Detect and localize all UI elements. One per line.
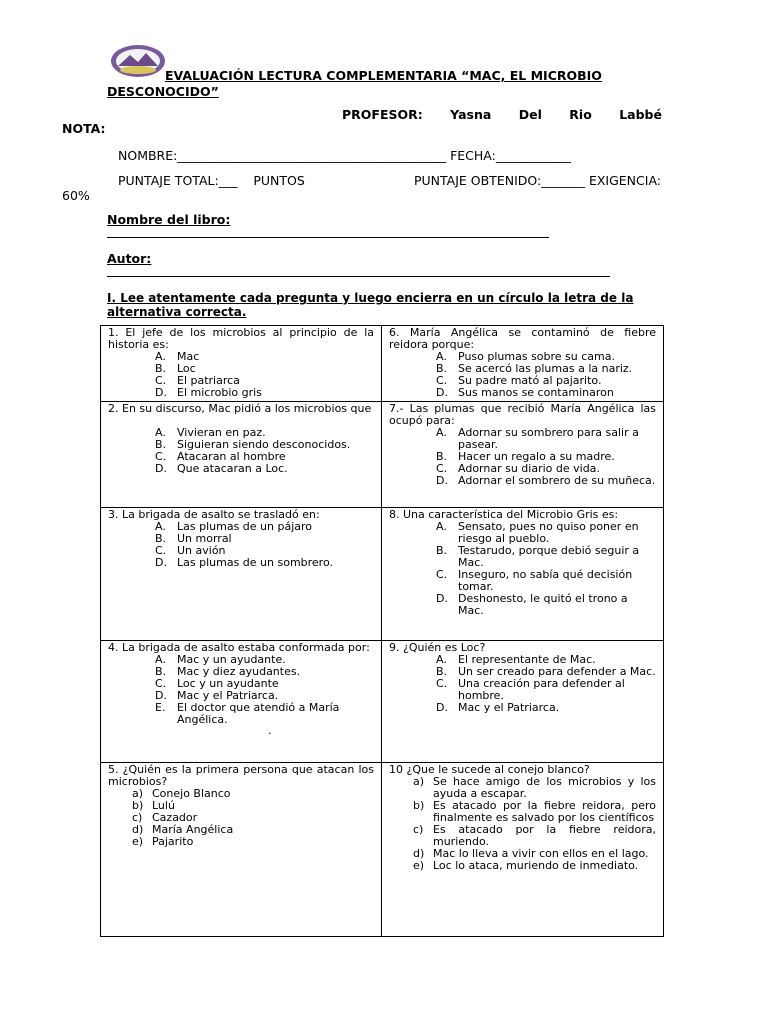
options-list: [389, 654, 656, 714]
option[interactable]: [108, 800, 374, 812]
question-text: 10 ¿Que le sucede al conejo blanco?: [389, 763, 590, 776]
option[interactable]: [108, 557, 374, 569]
option-letter: C.: [155, 544, 167, 557]
option-letter: B.: [155, 438, 167, 451]
option-text: Loc: [177, 362, 196, 375]
question-cell: [382, 508, 664, 641]
options-list: [389, 521, 656, 617]
option-text: Lulú: [152, 799, 175, 812]
options-list: [389, 427, 656, 487]
question-cell: [101, 641, 382, 763]
option-letter: E.: [155, 701, 166, 714]
option-text: El patriarca: [177, 374, 240, 387]
question-cell: [101, 508, 382, 641]
option-letter: e): [413, 859, 425, 872]
option[interactable]: [389, 569, 656, 593]
option-text: El doctor que atendió a María Angélica.: [177, 701, 340, 726]
option[interactable]: [108, 788, 374, 800]
option[interactable]: [108, 463, 374, 475]
option[interactable]: [389, 678, 656, 702]
option-text: Atacaran al hombre: [177, 450, 286, 463]
option-text: Mac y el Patriarca.: [177, 689, 279, 702]
option-letter: D.: [155, 689, 167, 702]
option[interactable]: [389, 475, 656, 487]
option-letter: c): [413, 823, 424, 836]
option-letter: B.: [436, 450, 448, 463]
question-text: 7.- Las plumas que recibió María Angélica las ocupó para:: [389, 402, 656, 427]
puntaje-obtenido-label: PUNTAJE OBTENIDO:: [413, 173, 542, 188]
title-line-1: EVALUACIÓN LECTURA COMPLEMENTARIA “MAC, EL MICROBIO: [165, 68, 602, 83]
option[interactable]: [108, 521, 374, 533]
profesor-label: PROFESOR:: [342, 107, 423, 122]
option-text: Puso plumas sobre su cama.: [458, 350, 615, 363]
options-list: [108, 521, 374, 569]
option-letter: e): [132, 835, 144, 848]
option-letter: D.: [155, 386, 167, 399]
puntos-label: PUNTOS: [253, 173, 305, 188]
profesor-name-3: Rio: [569, 107, 592, 122]
title-line-2: DESCONOCIDO”: [107, 84, 219, 99]
option-text: El microbio gris: [177, 386, 262, 399]
option-text: Una creación para defender al hombre.: [458, 677, 625, 702]
option-letter: A.: [436, 350, 447, 363]
option-text: Sus manos se contaminaron: [458, 386, 614, 399]
option[interactable]: [389, 776, 656, 800]
nombre-fecha-row: [118, 148, 571, 163]
option-letter: D.: [436, 592, 448, 605]
option-letter: B.: [436, 665, 448, 678]
option[interactable]: [108, 702, 374, 726]
option-text: Hacer un regalo a su madre.: [458, 450, 615, 463]
question-text: 6. María Angélica se contaminó de fiebre reidora porque:: [389, 326, 656, 351]
question-cell: [382, 402, 664, 508]
option[interactable]: [108, 387, 374, 399]
option-text: Mac y un ayudante.: [177, 653, 286, 666]
nombre-label: NOMBRE:: [118, 148, 178, 163]
option-letter: B.: [155, 362, 167, 375]
puntaje-obtenido-field[interactable]: _______: [541, 173, 585, 188]
option[interactable]: [108, 812, 374, 824]
option-text: Es atacado por la fiebre reidora, pero finalmente es salvado por los científicos: [433, 799, 656, 824]
options-list: [108, 654, 374, 726]
option[interactable]: [389, 860, 656, 872]
libro-answer-line[interactable]: [107, 237, 549, 238]
option[interactable]: [108, 351, 374, 363]
option-text: Conejo Blanco: [152, 787, 231, 800]
option-letter: D.: [436, 701, 448, 714]
option-text: Siguieran siendo desconocidos.: [177, 438, 351, 451]
option-letter: A.: [155, 350, 166, 363]
option[interactable]: [108, 824, 374, 836]
option-letter: D.: [436, 386, 448, 399]
question-text: 5. ¿Quién es la primera persona que atacan los microbios?: [108, 763, 374, 788]
option-letter: A.: [155, 520, 166, 533]
question-text: 3. La brigada de asalto se trasladó en:: [108, 508, 320, 521]
instructions: I. Lee atentamente cada pregunta y luego encierra en un círculo la letra de la alternativa correcta.: [107, 291, 634, 319]
question-cell: [382, 326, 664, 402]
option-text: Testarudo, porque debió seguir a Mac.: [458, 544, 640, 569]
option[interactable]: [108, 533, 374, 545]
question-cell: [382, 641, 664, 763]
option-letter: D.: [155, 556, 167, 569]
option-letter: b): [413, 799, 425, 812]
option-text: Su padre mató al pajarito.: [458, 374, 602, 387]
option-text: Adornar su sombrero para salir a pasear.: [458, 426, 639, 451]
fecha-field[interactable]: ____________: [495, 148, 571, 163]
question-text: 9. ¿Quién es Loc?: [389, 641, 486, 654]
question-text: 2. En su discurso, Mac pidió a los microbios que: [108, 402, 372, 415]
option-text: Sensato, pues no quiso poner en riesgo al pueblo.: [458, 520, 639, 545]
option-letter: B.: [155, 532, 167, 545]
question-text: 4. La brigada de asalto estaba conformada por:: [108, 641, 370, 654]
question-cell: [101, 763, 382, 937]
puntaje-row: [118, 173, 661, 188]
option-text: Mac lo lleva a vivir con ellos en el lago.: [433, 847, 649, 860]
option-text: Mac y el Patriarca.: [458, 701, 560, 714]
option-letter: d): [132, 823, 144, 836]
option-letter: C.: [436, 677, 448, 690]
profesor-name-2: Del: [518, 107, 542, 122]
options-list: [389, 776, 656, 872]
option[interactable]: [389, 387, 656, 399]
option-letter: A.: [436, 426, 447, 439]
option-letter: B.: [436, 544, 448, 557]
option-letter: C.: [436, 568, 448, 581]
option-text: Un avión: [177, 544, 226, 557]
libro-label: Nombre del libro:: [107, 212, 231, 227]
nombre-field[interactable]: ___________________________________________: [177, 148, 447, 163]
option[interactable]: [108, 836, 374, 848]
option-letter: C.: [155, 450, 167, 463]
option-letter: C.: [436, 462, 448, 475]
option-letter: B.: [436, 362, 448, 375]
question-text: 1. El jefe de los microbios al principio de la historia es:: [108, 326, 374, 351]
option-letter: a): [413, 775, 425, 788]
option-text: Adornar el sombrero de su muñeca.: [458, 474, 656, 487]
puntaje-total-field[interactable]: ___: [218, 173, 238, 188]
option-text: Es atacado por la fiebre reidora, muriendo.: [433, 823, 656, 848]
option-text: Adornar su diario de vida.: [458, 462, 600, 475]
autor-answer-line[interactable]: [107, 276, 610, 277]
question-text: 8. Una característica del Microbio Gris es:: [389, 508, 619, 521]
option-text: Loc lo ataca, muriendo de inmediato.: [433, 859, 639, 872]
option-text: Mac y diez ayudantes.: [177, 665, 301, 678]
questions-table: [100, 325, 664, 937]
option-letter: B.: [155, 665, 167, 678]
exigencia-value: 60%: [62, 188, 90, 203]
option[interactable]: [389, 800, 656, 824]
option-text: Que atacaran a Loc.: [177, 462, 288, 475]
option-letter: A.: [436, 520, 447, 533]
option[interactable]: [389, 545, 656, 569]
profesor-name-1: Yasna: [450, 107, 492, 122]
option-text: Se acercó las plumas a la nariz.: [458, 362, 633, 375]
option-text: Un ser creado para defender a Mac.: [458, 665, 656, 678]
option-letter: D.: [155, 462, 167, 475]
option-letter: a): [132, 787, 144, 800]
option-text: Loc y un ayudante: [177, 677, 279, 690]
fecha-label: FECHA:: [450, 148, 496, 163]
exigencia-label: EXIGENCIA:: [588, 173, 661, 188]
option-letter: A.: [436, 653, 447, 666]
option[interactable]: [389, 593, 656, 617]
document-title: [107, 68, 667, 100]
nota-label: NOTA:: [62, 121, 106, 136]
option-letter: D.: [436, 474, 448, 487]
option-text: Se hace amigo de los microbios y los ayuda a escapar.: [433, 775, 656, 800]
autor-label: Autor:: [107, 251, 152, 266]
trailing-dot: .: [268, 724, 272, 737]
puntaje-total-label: PUNTAJE TOTAL:: [118, 173, 219, 188]
options-list: [389, 351, 656, 399]
option-text: Las plumas de un sombrero.: [177, 556, 333, 569]
question-cell: [101, 402, 382, 508]
option-letter: C.: [436, 374, 448, 387]
option-letter: C.: [155, 374, 167, 387]
option-text: Deshonesto, le quitó el trono a Mac.: [458, 592, 628, 617]
option-text: El representante de Mac.: [458, 653, 596, 666]
options-list: [108, 351, 374, 399]
option-text: Cazador: [152, 811, 198, 824]
profesor-row: [342, 107, 662, 122]
question-cell: [101, 326, 382, 402]
option-text: Vivieran en paz.: [177, 426, 266, 439]
option[interactable]: [108, 363, 374, 375]
option-letter: A.: [155, 426, 166, 439]
option-text: Mac: [177, 350, 200, 363]
options-list: [108, 788, 374, 848]
question-cell: [382, 763, 664, 937]
option-letter: d): [413, 847, 425, 860]
option-letter: c): [132, 811, 143, 824]
option-letter: A.: [155, 653, 166, 666]
option-letter: b): [132, 799, 144, 812]
option-text: María Angélica: [152, 823, 234, 836]
option-text: Pajarito: [152, 835, 194, 848]
option-letter: C.: [155, 677, 167, 690]
option[interactable]: [389, 427, 656, 451]
option[interactable]: [389, 702, 656, 714]
option-text: Las plumas de un pájaro: [177, 520, 313, 533]
option[interactable]: [389, 521, 656, 545]
profesor-name-4: Labbé: [619, 107, 662, 122]
options-list: [108, 427, 374, 475]
option-text: Inseguro, no sabía qué decisión tomar.: [458, 568, 633, 593]
option[interactable]: [389, 824, 656, 848]
option-text: Un morral: [177, 532, 232, 545]
